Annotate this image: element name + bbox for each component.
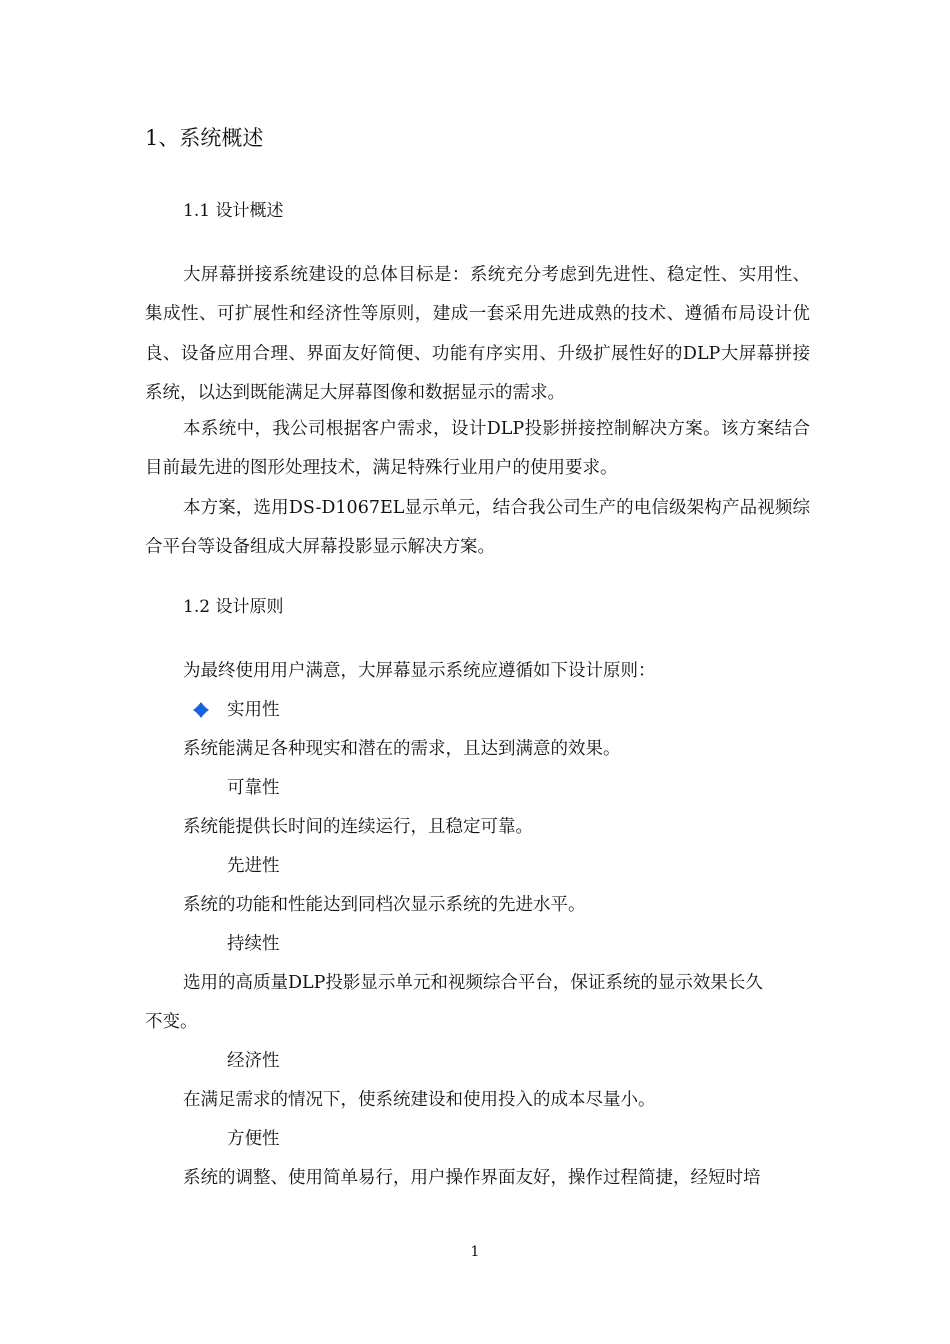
- page-number: 1: [470, 1244, 480, 1260]
- principle-desc-reliability: 系统能提供长时间的连续运行，且稳定可靠。: [183, 817, 533, 837]
- principle-title-practicality: 实用性: [227, 700, 280, 720]
- paragraph-solution: 本系统中，我公司根据客户需求，设计DLP投影拼接控制解决方案。该方案结合目前最先进的图形处理技术，满足特殊行业用户的使用要求。: [145, 419, 810, 479]
- principle-desc-convenience: 系统的调整、使用简单易行，用户操作界面友好，操作过程简捷，经短时培: [183, 1168, 761, 1188]
- principle-title-convenience: 方便性: [227, 1129, 280, 1149]
- principle-desc-economy: 在满足需求的情况下，使系统建设和使用投入的成本尽量小。: [183, 1090, 656, 1110]
- diamond-bullet-icon: [192, 701, 210, 719]
- principle-title-advancement: 先进性: [227, 856, 280, 876]
- subsection-title-design-principles: 1.2 设计原则: [183, 597, 284, 617]
- principle-title-sustainability: 持续性: [227, 934, 280, 954]
- principle-desc-practicality: 系统能满足各种现实和潜在的需求，且达到满意的效果。: [183, 739, 621, 759]
- principles-intro: 为最终使用用户满意，大屏幕显示系统应遵循如下设计原则：: [183, 661, 656, 681]
- principle-desc-advancement: 系统的功能和性能达到同档次显示系统的先进水平。: [183, 895, 586, 915]
- paragraph-overall-goal: 大屏幕拼接系统建设的总体目标是：系统充分考虑到先进性、稳定性、实用性、集成性、可扩展性和经济性等原则，建成一套采用先进成熟的技术、遵循布局设计优良、设备应用合理、界面友好简便、功能有序实用、升级扩展性好的DLP大屏幕拼接系统，以达到既能满足大屏幕图像和数据显示的需求。: [145, 265, 810, 403]
- principle-desc-sustainability-line2: 不变。: [145, 1012, 198, 1032]
- section-title: 1、系统概述: [145, 126, 264, 150]
- principle-title-economy: 经济性: [227, 1051, 280, 1071]
- subsection-title-design-overview: 1.1 设计概述: [183, 201, 284, 221]
- paragraph-display-unit: 本方案，选用DS-D1067EL显示单元，结合我公司生产的电信级架构产品视频综合平台等设备组成大屏幕投影显示解决方案。: [145, 498, 810, 558]
- principle-desc-sustainability-line1: 选用的高质量DLP投影显示单元和视频综合平台，保证系统的显示效果长久: [183, 973, 763, 993]
- principle-title-reliability: 可靠性: [227, 778, 280, 798]
